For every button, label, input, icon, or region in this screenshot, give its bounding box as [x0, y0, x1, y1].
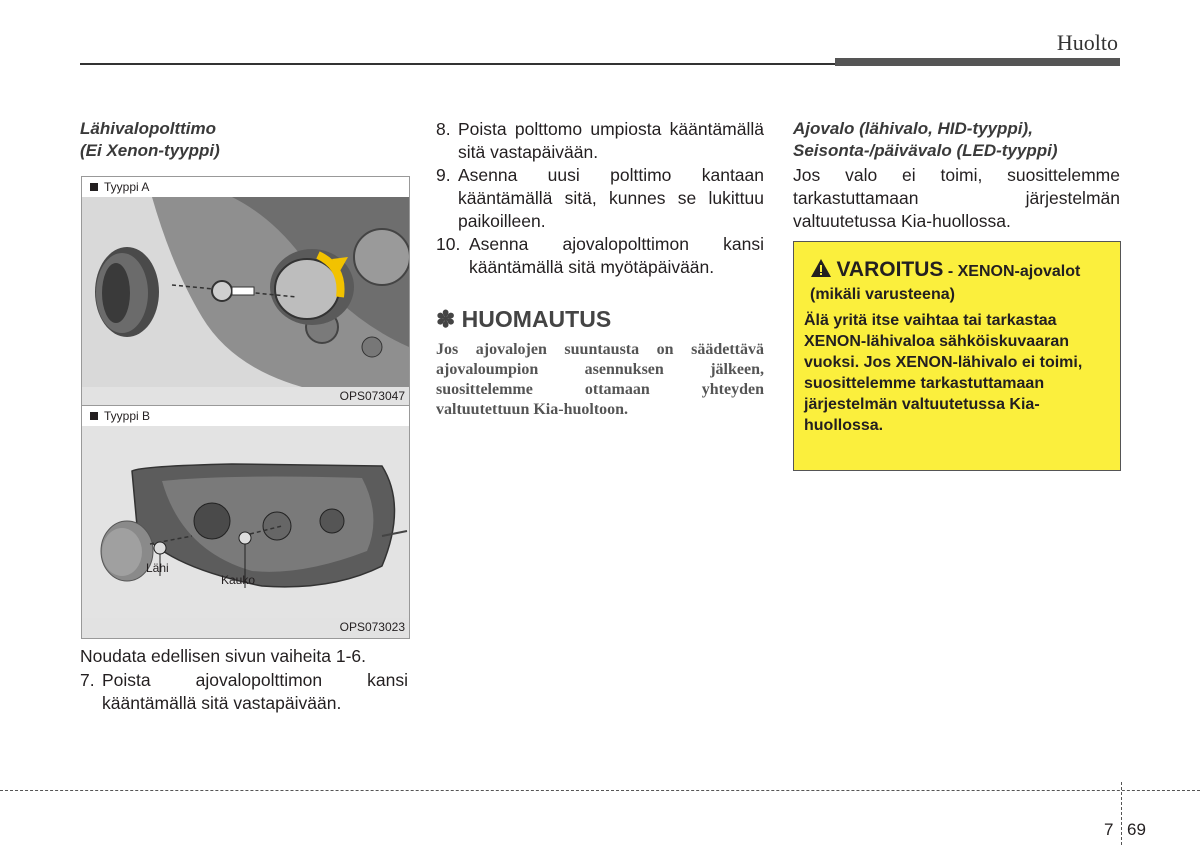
step-7	[80, 669, 408, 715]
chapter-number: 7	[1104, 820, 1114, 839]
warning-text: Älä yritä itse vaihtaa tai tarkastaa XENON-lähivaloa sähköiskuvaaran vuoksi. Jos XENON-lähivalo ei toimi, suosittelemme tarkastuttamaan järjestelmän valtuutetussa Kia-huollossa.	[804, 312, 1083, 434]
step-text: Asenna uusi polttimo kantaan kääntämällä sitä, kunnes se lukittuu paikoilleen.	[458, 165, 764, 231]
square-bullet-icon	[90, 183, 98, 191]
step-text: Asenna ajovalopolttimon kansi kääntämällä sitä myötäpäivään.	[469, 234, 764, 277]
warning-box	[793, 241, 1121, 471]
note-title: HUOMAUTUS	[461, 306, 612, 332]
bulb-heading-line1: Lähivalopolttimo	[80, 119, 216, 138]
warning-triangle-icon	[810, 258, 832, 278]
step-number: 7.	[80, 670, 95, 690]
header-rule-accent	[835, 58, 1120, 66]
figure-type-a-label: Tyyppi A	[82, 177, 409, 197]
step-8	[436, 118, 764, 164]
footer-divider	[1121, 782, 1122, 845]
callout-kauko: Kauko	[221, 573, 256, 587]
figure-type-b-code: OPS073023	[339, 620, 405, 634]
intro-text: Noudata edellisen sivun vaiheita 1-6.	[80, 646, 367, 666]
callout-lahi: Lähi	[146, 561, 169, 575]
figure-type-b-label: Tyyppi B	[82, 406, 409, 426]
xenon-heading-line2: Seisonta-/päivävalo (LED-tyyppi)	[793, 141, 1058, 160]
header-rule	[80, 63, 840, 65]
bulb-heading-line2: (Ei Xenon-tyyppi)	[80, 141, 220, 160]
warning-title-block	[810, 258, 1106, 306]
figure-type-b	[81, 405, 410, 639]
section-title: Huolto	[1056, 30, 1118, 55]
step-9	[436, 164, 764, 233]
square-bullet-icon	[90, 412, 98, 420]
headlamp-type-b-illustration	[82, 426, 409, 618]
warning-title: VAROITUS	[836, 258, 944, 281]
note-heading	[436, 306, 611, 333]
bulb-heading	[80, 118, 410, 162]
step-number: 10.	[436, 234, 461, 254]
step-text: Poista polttomo umpiosta kääntämällä sitä vastapäivään.	[458, 119, 764, 162]
step-10	[436, 233, 764, 279]
xenon-heading	[793, 118, 1123, 162]
page-number: 69	[1127, 820, 1146, 839]
warning-subtitle: - XENON-ajovalot (mikäli varusteena)	[810, 263, 1081, 303]
headlamp-type-a-illustration	[82, 197, 409, 387]
step-number: 8.	[436, 119, 451, 139]
xenon-heading-line1: Ajovalo (lähivalo, HID-tyyppi),	[793, 119, 1033, 138]
note-text: Jos ajovalojen suuntausta on säädettävä ajovaloumpion asennuksen jälkeen, suosittelemme ottamaan yhteyden valtuutettuun Kia-huoltoon.	[436, 341, 764, 418]
figure-type-a-code: OPS073047	[339, 389, 405, 403]
figure-type-a	[81, 176, 410, 408]
asterisk-icon: ✽	[436, 306, 456, 332]
footer-rule	[0, 790, 1200, 791]
xenon-body: Jos valo ei toimi, suosittelemme tarkastuttamaan järjestelmän valtuutetussa Kia-huollossa.	[793, 165, 1120, 231]
step-number: 9.	[436, 165, 451, 185]
step-text: Poista ajovalopolttimon kansi kääntämällä sitä vastapäivään.	[102, 670, 408, 713]
